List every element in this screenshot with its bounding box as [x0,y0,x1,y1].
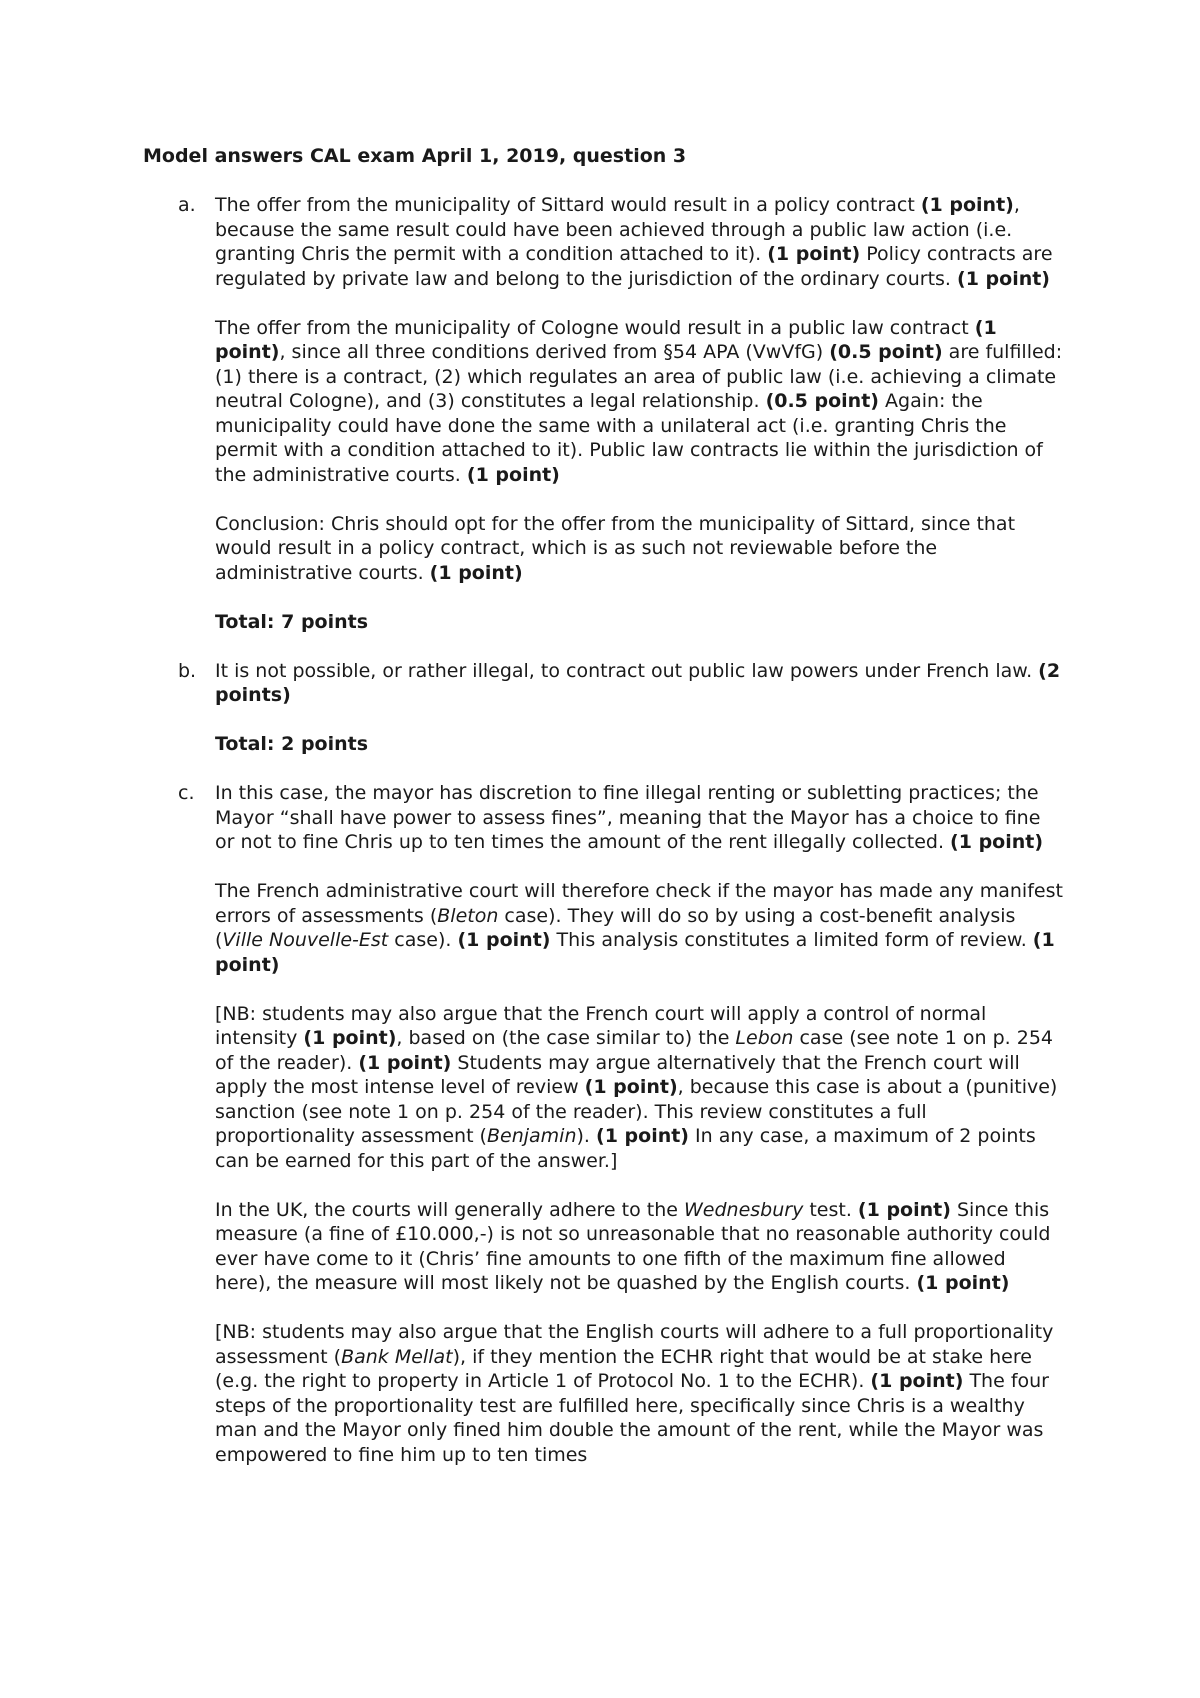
document-title: Model answers CAL exam April 1, 2019, question 3 [143,145,687,167]
answer-item-marker: c. [178,782,195,804]
answer-paragraph [215,1320,1063,1467]
points-text: (0.5 point) [765,390,879,412]
body-text: The offer from the municipality of Sittard would result in a policy contract [215,194,921,216]
points-text: Total: 7 points [215,610,369,633]
points-text: (1 point) [767,243,861,265]
body-text: In this case, the mayor has discretion to fine illegal renting or subletting practices; the Mayor “shall have power to assess fines”, meaning that the Mayor has a choice to fine or not to fine Chris up to ten times the amount of the rent illegally collected. [215,782,1041,853]
points-text: (1 point) [466,463,560,486]
answer-paragraph [215,1198,1063,1296]
points-text: (1 point) [870,1370,964,1392]
points-text: (1 point) [215,316,997,363]
answer-paragraph [215,610,1063,635]
case-name-text: Lebon [735,1027,794,1049]
body-text: , based on (the case similar to) the [396,1027,736,1049]
body-text: In any case, a maximum of 2 points can be earned for this part of the answer.] [215,1125,1036,1172]
case-name-text: Benjamin [486,1125,577,1147]
body-text: [NB: students may also argue that the French court will apply a control of normal intensity [215,1002,987,1049]
case-name-text: Bank Mellat [341,1345,453,1368]
body-text: In the UK, the courts will generally adhere to the [215,1198,684,1221]
answer-paragraph [215,659,1063,708]
body-text: Since this measure (a fine of £10.000,-) is not so unreasonable that no reasonable authority could ever have come to it (Chris’ fine amounts to one fifth of the maximum fine allowed here), the measure will most likely not be quashed by the English courts. [215,1198,1051,1294]
points-text: (1 point) [584,1076,678,1098]
points-text: (1 point) [920,194,1014,216]
points-text: (1 point) [358,1051,452,1074]
body-text: Policy contracts are regulated by private law and belong to the jurisdiction of the ordinary courts. [215,243,1053,290]
body-text: The offer from the municipality of Cologne would result in a public law contract [215,316,975,339]
answer-list [143,193,1063,1492]
body-text: Students may argue alternatively that the French court will apply the most intense level of review [215,1051,1020,1098]
answer-paragraph [215,1002,1063,1174]
points-text: (1 point) [457,929,551,951]
answer-item [143,193,1063,634]
body-text: case). They will do so by using a cost-benefit analysis ( [215,904,1016,951]
points-text: (1 point) [303,1027,397,1049]
points-text: (2 points) [215,659,1061,706]
points-text: (1 point) [429,561,523,584]
case-name-text: Wednesbury [683,1198,804,1221]
body-text: test. [803,1198,858,1221]
answer-paragraph [215,316,1063,488]
answer-item [143,781,1063,1467]
body-text: , because this case is about a (punitive) sanction (see note 1 on p. 254 of the reader). This review constitutes a full proportionality assessment ( [215,1076,1058,1147]
points-text: Total: 2 points [215,733,369,755]
body-text: case). [388,929,458,951]
points-text: (1 point) [215,929,1055,976]
answer-item [143,659,1063,757]
body-text: Again: the municipality could have done the same with a unilateral act (i.e. granting Chris the permit with a condition attached to it). Public law contracts lie within the jurisdiction of the administrative courts. [215,390,1043,486]
body-text: Conclusion: Chris should opt for the offer from the municipality of Sittard, since that would result in a policy contract, which is as such not reviewable before the administrative courts. [215,512,1016,584]
points-text: (0.5 point) [829,341,943,363]
body-text: ). [576,1125,597,1147]
answer-item-marker: a. [178,194,196,216]
answer-paragraph [215,512,1063,586]
body-text: The four steps of the proportionality test are fulfilled here, specifically since Chris is a wealthy man and the Mayor only fined him double the amount of the rent, while the Mayor was empowered to fine him up to ten times [215,1370,1049,1466]
body-text: ), if they mention the ECHR right that would be at stake here (e.g. the right to property in Article 1 of Protocol No. 1 to the ECHR). [215,1345,1032,1392]
answer-paragraph [215,781,1063,855]
body-text: The French administrative court will therefore check if the mayor has made any manifest errors of assessments ( [215,880,1063,927]
body-text: , since all three conditions derived from §54 APA (VwVfG) [279,341,830,363]
points-text: (1 point) [916,1272,1010,1294]
case-name-text: Ville Nouvelle-Est [222,929,389,951]
points-text: (1 point) [596,1125,689,1147]
body-text: are fulfilled: (1) there is a contract, (2) which regulates an area of public law (i.e. achieving a climate neutral Cologne), and (3) constitutes a legal relationship. [215,341,1063,412]
answer-paragraph [215,879,1063,977]
points-text: (1 point) [857,1198,951,1221]
points-text: (1 point) [957,267,1050,290]
answer-paragraph [215,732,1063,757]
body-text: case (see note 1 on p. 254 of the reader). [215,1027,1054,1074]
body-text: , because the same result could have been achieved through a public law action (i.e. granting Chris the permit with a condition attached to it). [215,194,1020,265]
case-name-text: Bleton [437,904,499,927]
answer-item-marker: b. [178,659,197,682]
body-text: It is not possible, or rather illegal, to contract out public law powers under French law. [215,659,1039,682]
body-text: [NB: students may also argue that the English courts will adhere to a full proportionality assessment ( [215,1321,1054,1368]
body-text: This analysis constitutes a limited form of review. [550,929,1033,951]
points-text: (1 point) [950,831,1044,853]
answer-paragraph [215,193,1063,291]
